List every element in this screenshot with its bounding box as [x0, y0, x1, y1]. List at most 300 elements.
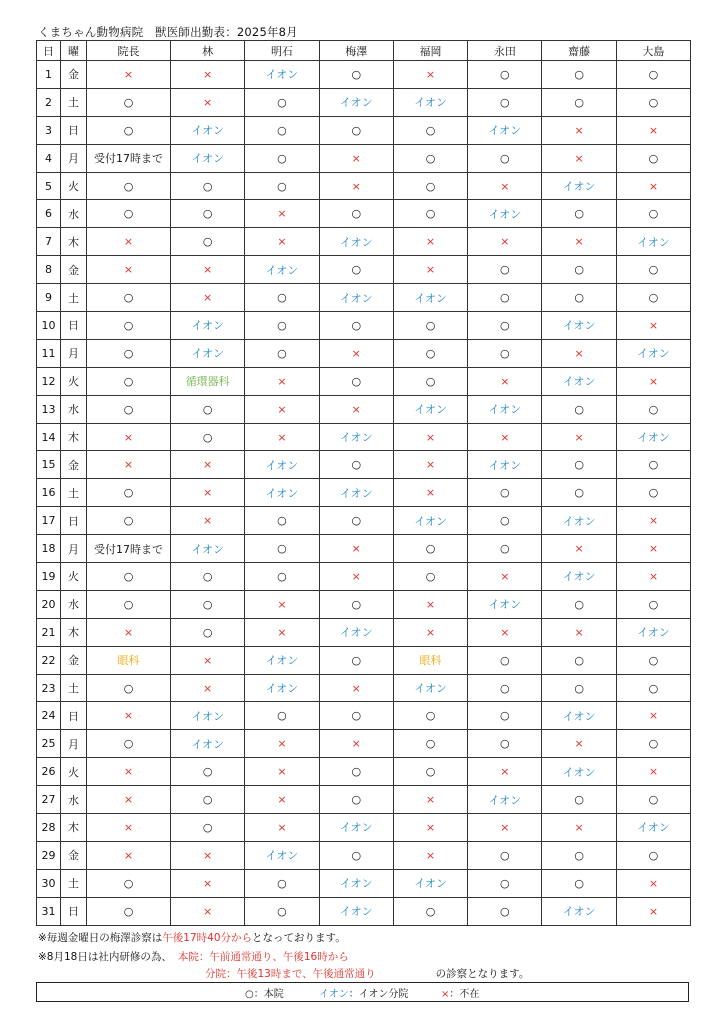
- shift-cell: イオン: [542, 172, 616, 200]
- shift-cell: ○: [393, 535, 467, 563]
- table-row: [37, 841, 691, 869]
- shift-cell: ○: [87, 674, 171, 702]
- shift-cell: 循環器科: [171, 367, 245, 395]
- day-cell: 5: [37, 172, 61, 200]
- table-row: [37, 116, 691, 144]
- shift-cell: ×: [616, 116, 690, 144]
- day-cell: 24: [37, 702, 61, 730]
- shift-cell: ○: [616, 479, 690, 507]
- table-row: [37, 563, 691, 591]
- shift-cell: ○: [171, 590, 245, 618]
- shift-cell: ×: [616, 702, 690, 730]
- shift-cell: イオン: [171, 339, 245, 367]
- day-cell: 6: [37, 200, 61, 228]
- table-row: [37, 507, 691, 535]
- day-cell: 20: [37, 590, 61, 618]
- table-row: [37, 395, 691, 423]
- shift-cell: ×: [319, 730, 393, 758]
- shift-cell: ○: [616, 451, 690, 479]
- legend-box: [36, 982, 689, 1002]
- shift-cell: ○: [542, 841, 616, 869]
- shift-cell: ×: [245, 200, 319, 228]
- shift-cell: ×: [245, 730, 319, 758]
- shift-cell: ○: [245, 172, 319, 200]
- shift-cell: ×: [393, 814, 467, 842]
- shift-cell: ×: [616, 312, 690, 340]
- shift-cell: ○: [542, 451, 616, 479]
- shift-cell: ○: [245, 144, 319, 172]
- shift-cell: イオン: [245, 256, 319, 284]
- column-header: 明石: [245, 41, 319, 61]
- shift-cell: ×: [319, 674, 393, 702]
- shift-cell: ×: [542, 814, 616, 842]
- shift-cell: ○: [171, 814, 245, 842]
- shift-cell: ×: [171, 479, 245, 507]
- shift-cell: ×: [245, 228, 319, 256]
- weekday-cell: 月: [61, 730, 87, 758]
- shift-cell: ×: [393, 841, 467, 869]
- shift-cell: ×: [245, 814, 319, 842]
- shift-cell: ○: [616, 646, 690, 674]
- shift-cell: ○: [616, 144, 690, 172]
- shift-cell: ×: [616, 507, 690, 535]
- table-row: [37, 730, 691, 758]
- shift-cell: ○: [319, 507, 393, 535]
- day-cell: 14: [37, 423, 61, 451]
- shift-cell: イオン: [542, 758, 616, 786]
- shift-cell: ○: [245, 535, 319, 563]
- day-cell: 29: [37, 841, 61, 869]
- table-row: [37, 674, 691, 702]
- shift-cell: ×: [616, 758, 690, 786]
- table-row: [37, 312, 691, 340]
- shift-cell: ×: [319, 395, 393, 423]
- shift-cell: ○: [87, 869, 171, 897]
- table-row: [37, 339, 691, 367]
- shift-cell: ○: [245, 702, 319, 730]
- shift-cell: ○: [616, 256, 690, 284]
- day-cell: 17: [37, 507, 61, 535]
- shift-cell: ○: [87, 88, 171, 116]
- shift-cell: イオン: [468, 786, 542, 814]
- shift-cell: イオン: [171, 116, 245, 144]
- shift-cell: イオン: [245, 451, 319, 479]
- shift-cell: ○: [319, 312, 393, 340]
- shift-cell: ○: [87, 116, 171, 144]
- note-text: ※毎週金曜日の梅澤診察は: [38, 932, 163, 944]
- day-cell: 15: [37, 451, 61, 479]
- shift-cell: ○: [542, 479, 616, 507]
- shift-cell: ○: [245, 116, 319, 144]
- shift-cell: ×: [393, 618, 467, 646]
- shift-cell: ○: [171, 200, 245, 228]
- shift-cell: ○: [245, 507, 319, 535]
- weekday-cell: 土: [61, 88, 87, 116]
- shift-cell: ×: [87, 702, 171, 730]
- shift-cell: ○: [542, 786, 616, 814]
- shift-cell: ○: [87, 590, 171, 618]
- table-row: [37, 535, 691, 563]
- day-cell: 16: [37, 479, 61, 507]
- shift-cell: ○: [171, 786, 245, 814]
- weekday-cell: 水: [61, 786, 87, 814]
- shift-cell: イオン: [616, 618, 690, 646]
- shift-cell: イオン: [319, 897, 393, 925]
- shift-cell: ○: [319, 841, 393, 869]
- shift-cell: ○: [468, 646, 542, 674]
- day-cell: 23: [37, 674, 61, 702]
- shift-cell: ○: [393, 172, 467, 200]
- shift-cell: ○: [616, 200, 690, 228]
- weekday-cell: 火: [61, 758, 87, 786]
- note-highlight: 本院：午前通常通り、午後16時から: [177, 951, 349, 963]
- shift-cell: ×: [319, 172, 393, 200]
- note-training: [38, 949, 349, 964]
- shift-cell: ○: [319, 590, 393, 618]
- shift-cell: ×: [171, 674, 245, 702]
- table-row: [37, 61, 691, 89]
- table-row: [37, 451, 691, 479]
- shift-cell: ○: [319, 367, 393, 395]
- shift-cell: ×: [393, 423, 467, 451]
- legend-absent: ×：不在: [441, 989, 480, 1000]
- shift-cell: イオン: [616, 814, 690, 842]
- shift-cell: ○: [542, 284, 616, 312]
- shift-cell: ○: [468, 674, 542, 702]
- shift-cell: ×: [319, 339, 393, 367]
- day-cell: 13: [37, 395, 61, 423]
- shift-cell: ×: [87, 451, 171, 479]
- shift-cell: イオン: [319, 423, 393, 451]
- shift-cell: イオン: [319, 284, 393, 312]
- shift-cell: ×: [393, 256, 467, 284]
- shift-cell: イオン: [171, 730, 245, 758]
- shift-cell: イオン: [468, 395, 542, 423]
- note-highlight: 分院：午後13時まで、午後通常通り: [205, 968, 376, 980]
- shift-cell: ×: [319, 563, 393, 591]
- day-cell: 10: [37, 312, 61, 340]
- shift-cell: イオン: [393, 88, 467, 116]
- table-row: [37, 423, 691, 451]
- day-cell: 21: [37, 618, 61, 646]
- table-row: [37, 284, 691, 312]
- day-cell: 3: [37, 116, 61, 144]
- table-row: [37, 646, 691, 674]
- table-row: [37, 88, 691, 116]
- weekday-cell: 木: [61, 228, 87, 256]
- shift-cell: イオン: [542, 563, 616, 591]
- shift-cell: ○: [468, 841, 542, 869]
- shift-cell: イオン: [319, 88, 393, 116]
- table-row: [37, 367, 691, 395]
- shift-cell: イオン: [542, 897, 616, 925]
- shift-cell: ○: [542, 869, 616, 897]
- shift-cell: ○: [542, 590, 616, 618]
- shift-cell: ○: [393, 730, 467, 758]
- shift-cell: ○: [87, 172, 171, 200]
- weekday-cell: 木: [61, 814, 87, 842]
- shift-cell: ○: [616, 674, 690, 702]
- weekday-cell: 金: [61, 646, 87, 674]
- shift-cell: 眼科: [87, 646, 171, 674]
- day-cell: 30: [37, 869, 61, 897]
- legend-aeon: イオン：イオン分院: [319, 989, 409, 1000]
- shift-cell: ○: [542, 61, 616, 89]
- shift-cell: ○: [171, 618, 245, 646]
- shift-cell: ○: [319, 758, 393, 786]
- shift-cell: ○: [245, 284, 319, 312]
- table-row: [37, 256, 691, 284]
- weekday-cell: 木: [61, 423, 87, 451]
- shift-cell: ×: [171, 88, 245, 116]
- shift-cell: イオン: [468, 590, 542, 618]
- shift-cell: ○: [616, 284, 690, 312]
- shift-cell: ○: [87, 395, 171, 423]
- note-highlight: 午後17時40分から: [162, 932, 253, 944]
- shift-cell: ×: [393, 228, 467, 256]
- shift-cell: ○: [87, 479, 171, 507]
- shift-cell: ○: [87, 367, 171, 395]
- shift-cell: ○: [393, 312, 467, 340]
- shift-cell: ×: [245, 618, 319, 646]
- shift-cell: ○: [468, 869, 542, 897]
- shift-cell: ○: [468, 256, 542, 284]
- shift-cell: ×: [87, 814, 171, 842]
- shift-cell: イオン: [319, 618, 393, 646]
- weekday-cell: 土: [61, 284, 87, 312]
- column-header: 齋藤: [542, 41, 616, 61]
- shift-cell: ×: [171, 841, 245, 869]
- weekday-cell: 土: [61, 869, 87, 897]
- shift-cell: ×: [87, 758, 171, 786]
- header-row: [37, 41, 691, 61]
- weekday-cell: 金: [61, 256, 87, 284]
- shift-cell: ○: [542, 256, 616, 284]
- shift-cell: ○: [468, 730, 542, 758]
- shift-cell: ×: [393, 479, 467, 507]
- day-cell: 2: [37, 88, 61, 116]
- shift-cell: ×: [542, 423, 616, 451]
- shift-cell: ○: [616, 841, 690, 869]
- shift-cell: ○: [171, 228, 245, 256]
- shift-cell: ×: [542, 618, 616, 646]
- shift-cell: ×: [87, 618, 171, 646]
- note-branch: [205, 966, 529, 981]
- shift-cell: ○: [616, 88, 690, 116]
- shift-cell: ○: [319, 256, 393, 284]
- shift-cell: ○: [468, 897, 542, 925]
- shift-cell: ×: [87, 841, 171, 869]
- shift-cell: イオン: [245, 61, 319, 89]
- shift-cell: イオン: [245, 841, 319, 869]
- shift-cell: ○: [87, 200, 171, 228]
- weekday-cell: 日: [61, 312, 87, 340]
- shift-cell: ○: [245, 88, 319, 116]
- shift-cell: ○: [87, 284, 171, 312]
- shift-cell: イオン: [542, 702, 616, 730]
- shift-cell: ○: [87, 730, 171, 758]
- column-header: 永田: [468, 41, 542, 61]
- shift-cell: ○: [616, 590, 690, 618]
- table-row: [37, 479, 691, 507]
- shift-cell: ×: [542, 144, 616, 172]
- shift-cell: ○: [468, 144, 542, 172]
- day-cell: 18: [37, 535, 61, 563]
- shift-cell: ○: [393, 563, 467, 591]
- weekday-cell: 水: [61, 200, 87, 228]
- day-cell: 7: [37, 228, 61, 256]
- page-title: くまちゃん動物病院 獣医師出勤表：2025年8月: [38, 25, 298, 39]
- column-header: 福岡: [393, 41, 467, 61]
- column-header: 曜: [61, 41, 87, 61]
- shift-cell: ○: [542, 674, 616, 702]
- table-row: [37, 869, 691, 897]
- table-row: [37, 758, 691, 786]
- table-row: [37, 590, 691, 618]
- shift-cell: ○: [319, 200, 393, 228]
- weekday-cell: 火: [61, 172, 87, 200]
- shift-cell: ○: [319, 61, 393, 89]
- shift-cell: イオン: [319, 479, 393, 507]
- day-cell: 4: [37, 144, 61, 172]
- shift-cell: ×: [468, 563, 542, 591]
- shift-cell: イオン: [171, 702, 245, 730]
- day-cell: 19: [37, 563, 61, 591]
- shift-cell: ○: [393, 897, 467, 925]
- shift-cell: ○: [319, 451, 393, 479]
- shift-cell: ○: [393, 367, 467, 395]
- shift-cell: ○: [393, 144, 467, 172]
- day-cell: 27: [37, 786, 61, 814]
- shift-cell: ○: [393, 702, 467, 730]
- shift-cell: ○: [87, 897, 171, 925]
- shift-cell: ○: [542, 88, 616, 116]
- table-row: [37, 786, 691, 814]
- weekday-cell: 日: [61, 507, 87, 535]
- shift-cell: イオン: [393, 674, 467, 702]
- shift-cell: イオン: [616, 423, 690, 451]
- shift-cell: ×: [245, 367, 319, 395]
- shift-cell: イオン: [245, 646, 319, 674]
- shift-cell: ○: [171, 395, 245, 423]
- weekday-cell: 金: [61, 451, 87, 479]
- shift-cell: ○: [393, 758, 467, 786]
- shift-cell: ×: [616, 172, 690, 200]
- shift-cell: ×: [393, 61, 467, 89]
- day-cell: 28: [37, 814, 61, 842]
- day-cell: 25: [37, 730, 61, 758]
- shift-cell: イオン: [616, 228, 690, 256]
- shift-cell: ×: [87, 61, 171, 89]
- shift-cell: ○: [468, 535, 542, 563]
- weekday-cell: 金: [61, 61, 87, 89]
- shift-cell: ○: [319, 702, 393, 730]
- table-row: [37, 897, 691, 925]
- shift-cell: ×: [245, 423, 319, 451]
- weekday-cell: 月: [61, 535, 87, 563]
- shift-cell: イオン: [319, 869, 393, 897]
- note-text: の診察となります。: [435, 968, 530, 980]
- weekday-cell: 日: [61, 897, 87, 925]
- shift-cell: ×: [393, 590, 467, 618]
- weekday-cell: 水: [61, 395, 87, 423]
- shift-cell: イオン: [245, 674, 319, 702]
- shift-cell: ×: [468, 228, 542, 256]
- shift-cell: イオン: [393, 284, 467, 312]
- note-text: となっております。: [252, 932, 346, 944]
- shift-cell: ○: [245, 339, 319, 367]
- day-cell: 9: [37, 284, 61, 312]
- shift-cell: ×: [245, 786, 319, 814]
- shift-cell: イオン: [542, 367, 616, 395]
- table-row: [37, 200, 691, 228]
- day-cell: 11: [37, 339, 61, 367]
- shift-cell: イオン: [393, 395, 467, 423]
- weekday-cell: 火: [61, 367, 87, 395]
- shift-cell: ×: [171, 869, 245, 897]
- shift-cell: ×: [468, 367, 542, 395]
- shift-cell: ×: [245, 758, 319, 786]
- shift-cell: イオン: [171, 535, 245, 563]
- shift-cell: ×: [468, 758, 542, 786]
- shift-cell: ×: [542, 535, 616, 563]
- shift-cell: ×: [87, 786, 171, 814]
- column-header: 日: [37, 41, 61, 61]
- weekday-cell: 水: [61, 590, 87, 618]
- shift-cell: ×: [245, 590, 319, 618]
- day-cell: 1: [37, 61, 61, 89]
- weekday-cell: 土: [61, 674, 87, 702]
- note-friday: [38, 930, 346, 945]
- shift-cell: ×: [319, 535, 393, 563]
- shift-cell: 受付17時まで: [87, 144, 171, 172]
- shift-cell: ×: [171, 61, 245, 89]
- shift-cell: ×: [171, 507, 245, 535]
- column-header: 院長: [87, 41, 171, 61]
- shift-cell: ○: [393, 116, 467, 144]
- shift-cell: ○: [87, 563, 171, 591]
- legend-main: ○：本院: [245, 989, 284, 1000]
- shift-cell: ○: [319, 646, 393, 674]
- shift-cell: ○: [245, 897, 319, 925]
- shift-cell: ○: [87, 312, 171, 340]
- shift-cell: ×: [171, 451, 245, 479]
- shift-cell: ×: [468, 423, 542, 451]
- shift-cell: ○: [468, 312, 542, 340]
- shift-cell: ×: [542, 228, 616, 256]
- weekday-cell: 日: [61, 702, 87, 730]
- shift-cell: イオン: [542, 507, 616, 535]
- shift-cell: ×: [87, 256, 171, 284]
- shift-cell: ×: [171, 284, 245, 312]
- day-cell: 12: [37, 367, 61, 395]
- table-row: [37, 814, 691, 842]
- shift-cell: ×: [468, 814, 542, 842]
- shift-cell: ×: [319, 144, 393, 172]
- shift-cell: ○: [468, 61, 542, 89]
- shift-cell: ×: [87, 228, 171, 256]
- shift-cell: ×: [171, 897, 245, 925]
- table-row: [37, 618, 691, 646]
- shift-cell: イオン: [468, 200, 542, 228]
- shift-cell: イオン: [468, 116, 542, 144]
- shift-cell: ○: [319, 786, 393, 814]
- shift-cell: ×: [616, 563, 690, 591]
- table-row: [37, 172, 691, 200]
- shift-cell: ×: [616, 535, 690, 563]
- shift-cell: ×: [468, 172, 542, 200]
- day-cell: 22: [37, 646, 61, 674]
